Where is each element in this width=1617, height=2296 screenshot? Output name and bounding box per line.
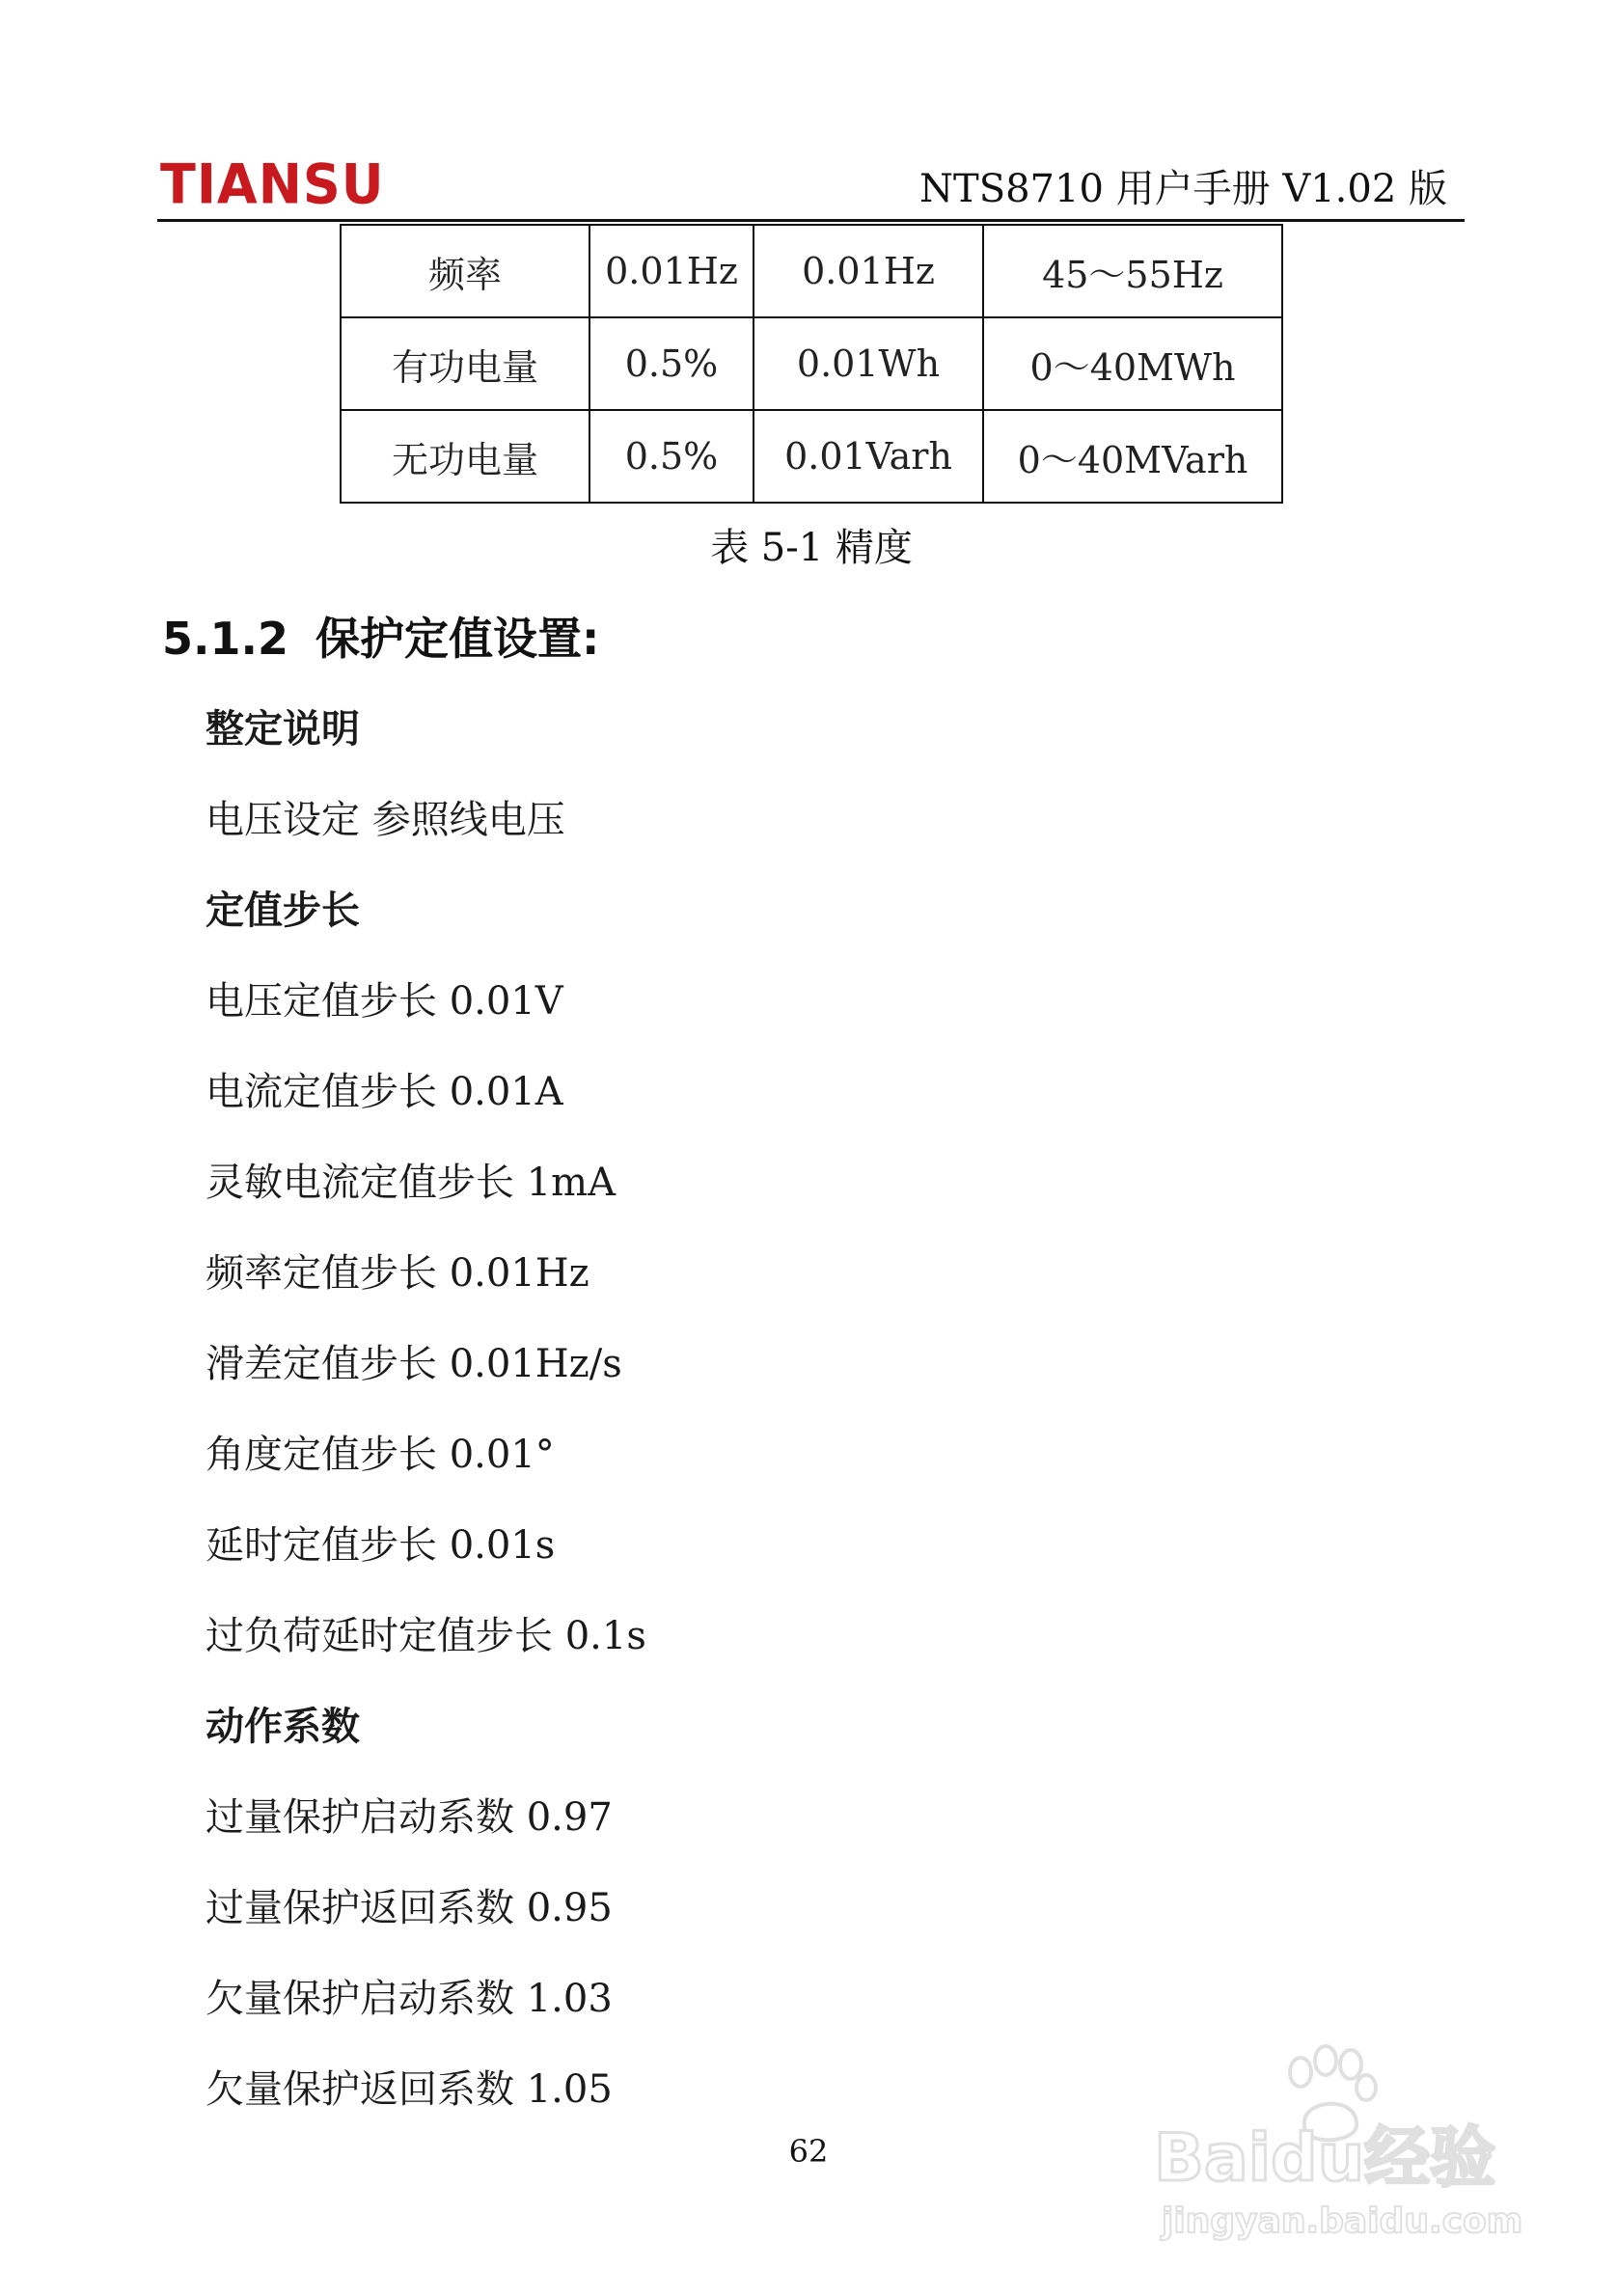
baidu-watermark (1148, 2036, 1534, 2257)
table-caption: 表 5-1 精度 (710, 526, 913, 570)
section-title: 保护定值设置: (315, 613, 600, 665)
content-line: 角度定值步长 0.01° (206, 1433, 555, 1477)
table-cell: 0.01Varh (754, 410, 983, 503)
watermark-brand: Baidu经验 (1154, 2120, 1496, 2197)
header-divider (157, 219, 1465, 222)
section-number: 5.1.2 (162, 613, 288, 665)
content-line: 电压设定 参照线电压 (206, 798, 565, 842)
accuracy-table (340, 224, 1283, 504)
table-cell: 0.5% (589, 317, 754, 410)
table-cell: 0.01Hz (754, 225, 983, 317)
content-line: 过量保护启动系数 0.97 (206, 1795, 613, 1840)
content-line: 灵敏电流定值步长 1mA (206, 1161, 616, 1205)
content-line: 频率定值步长 0.01Hz (206, 1251, 589, 1296)
content-line: 过量保护返回系数 0.95 (206, 1886, 613, 1930)
table-cell: 0.5% (589, 410, 754, 503)
table-cell: 有功电量 (341, 317, 589, 410)
content-line: 电压定值步长 0.01V (206, 979, 563, 1024)
table-row (341, 410, 1282, 503)
table-cell: 频率 (341, 225, 589, 317)
table-cell: 0.01Hz (589, 225, 754, 317)
content-line: 欠量保护返回系数 1.05 (206, 2067, 613, 2112)
content-line: 过负荷延时定值步长 0.1s (206, 1614, 646, 1658)
content-line: 电流定值步长 0.01A (206, 1070, 563, 1114)
content-line: 欠量保护启动系数 1.03 (206, 1977, 613, 2021)
table-cell: 无功电量 (341, 410, 589, 503)
page-number: 62 (788, 2133, 829, 2170)
section-heading (162, 608, 599, 670)
table-row (341, 317, 1282, 410)
document-title: NTS8710 用户手册 V1.02 版 (919, 167, 1447, 211)
table-cell: 0～40MWh (983, 317, 1282, 410)
content-line: 滑差定值步长 0.01Hz/s (206, 1342, 622, 1386)
table-cell: 0～40MVarh (983, 410, 1282, 503)
brand-logo: TIANSU (160, 152, 385, 217)
content-heading: 整定说明 (206, 707, 360, 752)
table-cell: 0.01Wh (754, 317, 983, 410)
content-line: 延时定值步长 0.01s (206, 1523, 556, 1568)
content-heading: 动作系数 (206, 1705, 360, 1749)
content-heading: 定值步长 (206, 888, 360, 933)
watermark-url: jingyan.baidu.com (1162, 2201, 1523, 2241)
table-cell: 45～55Hz (983, 225, 1282, 317)
table-row (341, 225, 1282, 317)
